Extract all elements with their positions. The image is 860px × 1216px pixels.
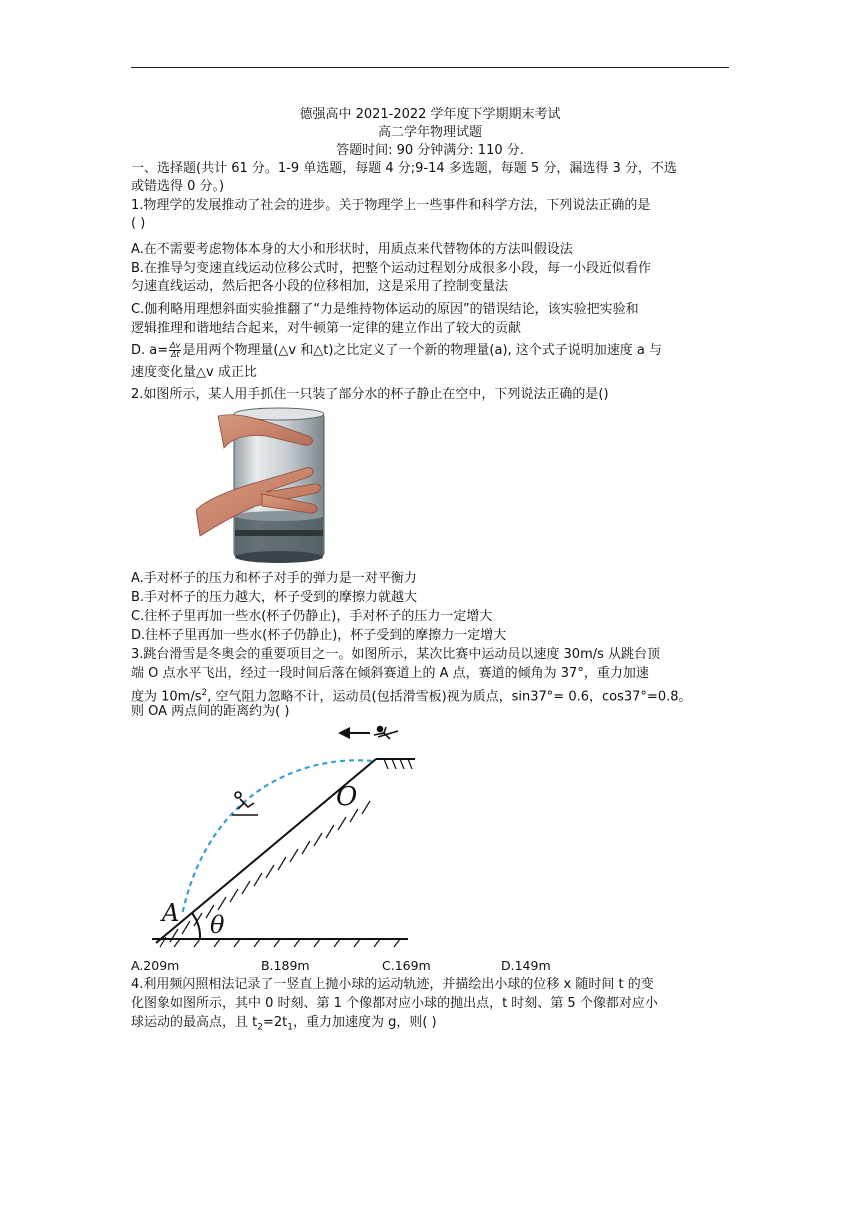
q2-option-d: D.往杯子里再加一些水(杯子仍静止)，杯子受到的摩擦力一定增大 (131, 628, 507, 643)
q1-d-frac-num: Δv (170, 341, 181, 350)
q1-option-b-line1: B.在推导匀变速直线运动位移公式时，把整个运动过程划分成很多小段，每一小段近似看作 (131, 261, 652, 276)
q2-stem: 2.如图所示，某人用手抓住一只装了部分水的杯子静止在空中，下列说法正确的是() (131, 387, 609, 402)
q4-stem3-sub2: 1 (287, 1022, 293, 1033)
q3-stem3-a: 度为 10m/s (131, 689, 202, 705)
q1-option-d-line2: 速度变化量△v 成正比 (131, 365, 257, 380)
q1-option-a: A.在不需要考虑物体本身的大小和形状时，用质点来代替物体的方法叫假设法 (131, 242, 573, 257)
q1-d-rest: 是用两个物理量(△v 和△t)之比定义了一个新的物理量(a), 这个式子说明加速度 a 与 (182, 343, 663, 358)
q2-option-c: C.往杯子里再加一些水(杯子仍静止)，手对杯子的压力一定增大 (131, 609, 493, 624)
q3-stem3-b: , 空气阻力忽略不计，运动员(包括滑雪板)视为质点，sin37°= 0.6，cos37°=0.8。 (207, 689, 692, 705)
q1-option-d-line1 (131, 342, 731, 360)
top-rule (131, 67, 729, 68)
q1-stem-line1: 1.物理学的发展推动了社会的进步。关于物理学上一些事件和科学方法，下列说法正确的是 (131, 198, 651, 213)
q3-choice-c: C.169m (382, 958, 431, 973)
label-o: O (336, 782, 358, 812)
q1-option-c-line2: 逻辑推理和谐地结合起来，对牛顿第一定律的建立作出了较大的贡献 (131, 321, 522, 336)
label-a: A (162, 899, 180, 927)
q3-stem3-sup: 2 (201, 688, 208, 698)
q3-choice-a: A.209m (131, 958, 180, 973)
skier-midair (232, 792, 258, 815)
q4-stem-line1: 4.利用频闪照相法记录了一竖直上抛小球的运动轨迹，并描绘出小球的位移 x 随时间 t 的变 (131, 977, 654, 992)
q4-stem3-sub1: 2 (257, 1022, 263, 1033)
velocity-arrow (338, 727, 370, 739)
exam-subtitle: 高二学年物理试题 (377, 125, 482, 140)
section-heading-line2: 或错选得 0 分。) (131, 179, 225, 194)
q3-choice-d: D.149m (501, 958, 551, 973)
angle-arc (192, 913, 200, 939)
q1-d-frac-den: Δt (170, 350, 180, 359)
q4-stem3-a: 球运动的最高点，且 t (131, 1015, 258, 1030)
section-heading-line1: 一、选择题(共计 61 分。1-9 单选题，每题 4 分;9-14 多选题，每题 5 分，漏选得 3 分，不选 (131, 161, 677, 176)
exam-title: 德强高中 2021-2022 学年度下学期期末考试 (299, 107, 561, 122)
q2-option-b: B.手对杯子的压力越大，杯子受到的摩擦力就越大 (131, 590, 418, 605)
label-theta: θ (210, 911, 225, 939)
q1-d-fraction (169, 342, 181, 359)
q3-stem-line4: 则 OA 两点间的距离约为( ) (131, 704, 290, 719)
q4-stem-line2: 化图象如图所示，其中 0 时刻、第 1 个像都对应小球的抛出点，t 时刻、第 5 个像都对应小 (131, 996, 658, 1011)
q1-option-b-line2: 匀速直线运动，然后把各小段的位移相加，这是采用了控制变量法 (131, 279, 509, 294)
q4-stem-line3 (131, 1014, 731, 1037)
exam-time-info: 答题时间: 90 分钟满分: 110 分. (336, 143, 524, 158)
q3-choice-b: B.189m (261, 958, 310, 973)
q1-d-prefix: D. a= (131, 343, 169, 358)
q4-stem3-b: =2t (262, 1015, 288, 1030)
q4-stem3-c: ，重力加速度为 g，则( ) (292, 1015, 437, 1030)
q3-stem-line1: 3.跳台滑雪是冬奥会的重要项目之一。如图所示，某次比赛中运动员以速度 30m/s 从跳台顶 (131, 647, 661, 662)
skier-top (374, 727, 398, 740)
q1-option-c-line1: C.伽利略用理想斜面实验推翻了“力是维持物体运动的原因”的错误结论，该实验把实验和 (131, 302, 639, 317)
hand-holding-cup-photo (196, 404, 336, 566)
q3-stem-line2: 端 O 点水平飞出，经过一段时间后落在倾斜赛道上的 A 点，赛道的倾角为 37°，重力加速 (131, 666, 649, 681)
ski-jump-diagram (140, 725, 430, 955)
q2-option-a: A.手对杯子的压力和杯子对手的弹力是一对平衡力 (131, 571, 417, 586)
q1-stem-line2: ( ) (131, 216, 146, 231)
slope-hatching (160, 801, 370, 947)
